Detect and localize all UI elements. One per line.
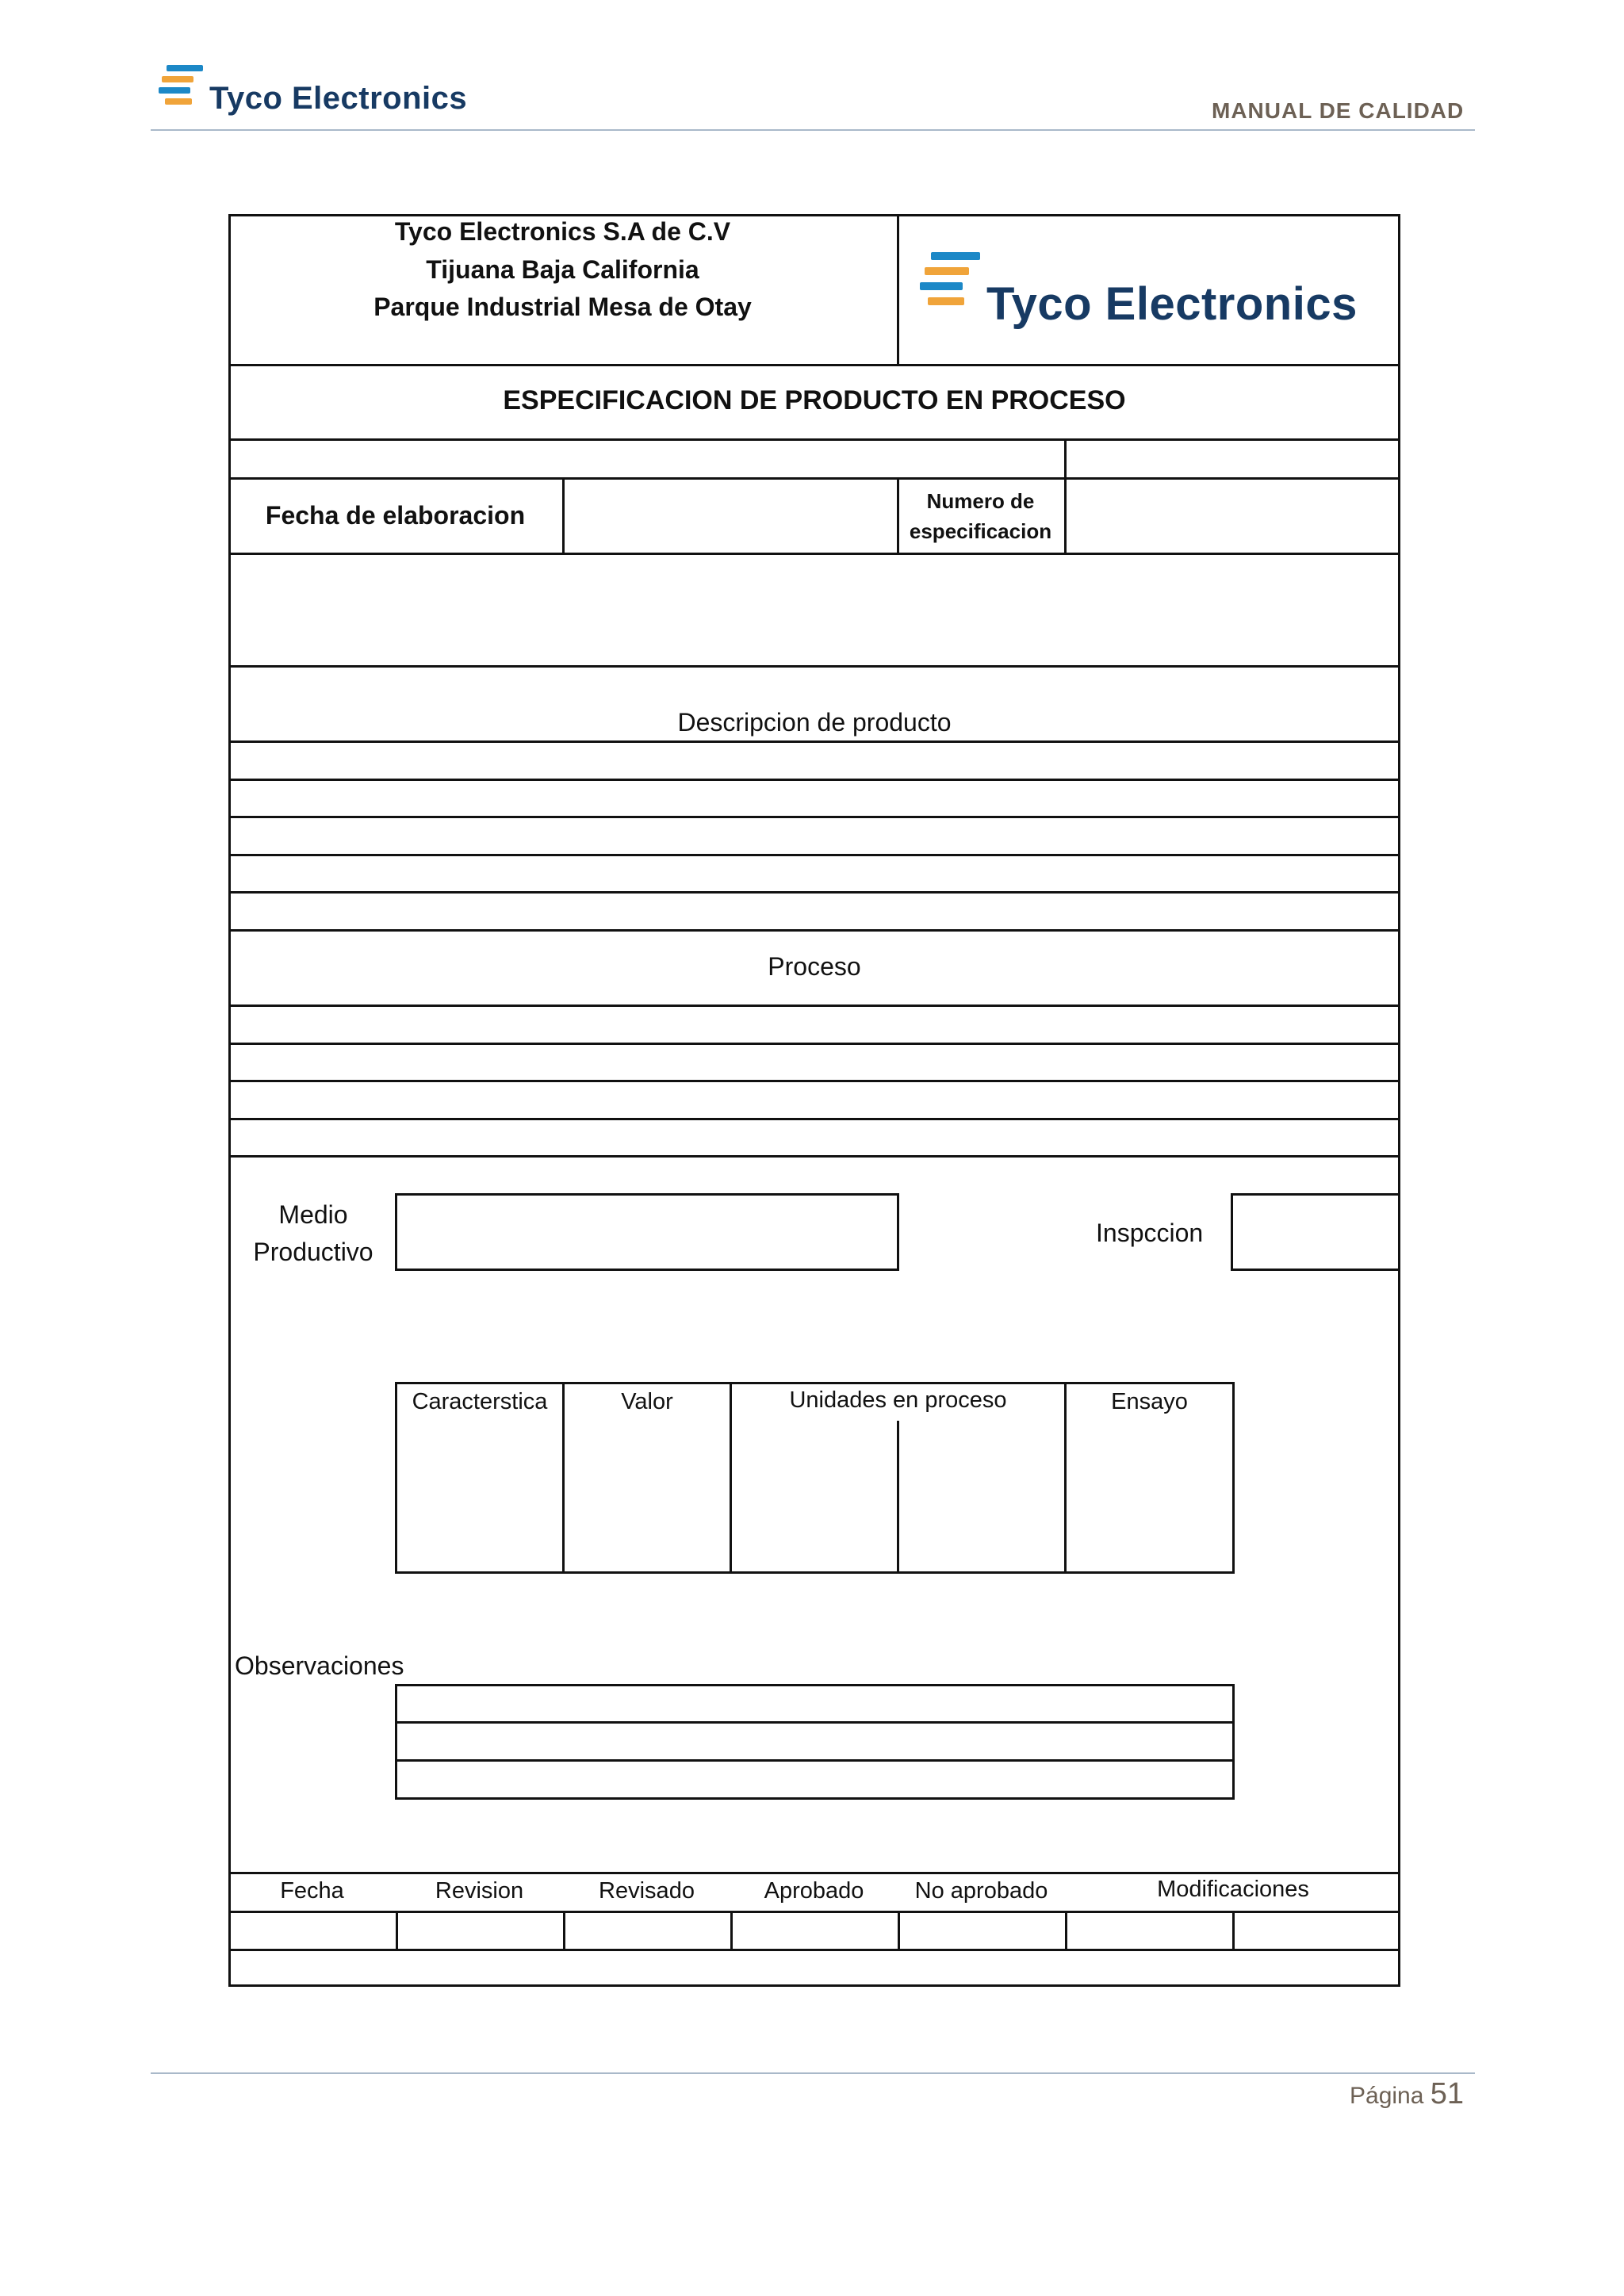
footer-header-revisado: Revisado xyxy=(599,1878,695,1904)
header-logo-icon xyxy=(159,65,206,105)
char-header-unidades: Unidades en proceso xyxy=(789,1387,1007,1413)
inspeccion-field[interactable] xyxy=(1231,1193,1400,1271)
observaciones-box[interactable] xyxy=(395,1684,1235,1800)
page-number xyxy=(1350,2077,1464,2111)
descripcion-label: Descripcion de producto xyxy=(677,708,952,737)
numero-field[interactable] xyxy=(1067,480,1398,553)
fecha-label: Fecha de elaboracion xyxy=(265,501,526,530)
form-logo-icon xyxy=(920,252,983,308)
fecha-field[interactable] xyxy=(565,480,897,553)
footer-header-no-aprobado: No aprobado xyxy=(914,1878,1048,1904)
form-title: ESPECIFICACION DE PRODUCTO EN PROCESO xyxy=(503,385,1126,415)
manual-title: MANUAL DE CALIDAD xyxy=(1212,98,1465,123)
page-number-value: 51 xyxy=(1430,2077,1465,2110)
page-label: Página xyxy=(1350,2083,1424,2109)
form-logo-text: Tyco Electronics xyxy=(986,278,1358,330)
header-brand: Tyco Electronics xyxy=(209,81,468,116)
numero-label-1: Numero de xyxy=(926,489,1035,513)
medio-productivo-field[interactable] xyxy=(395,1193,899,1271)
footer-rule xyxy=(151,2072,1475,2074)
proceso-label: Proceso xyxy=(768,952,861,981)
inspeccion-label: Inspccion xyxy=(1096,1219,1204,1247)
observaciones-label: Observaciones xyxy=(235,1651,404,1680)
footer-header-fecha: Fecha xyxy=(280,1878,344,1904)
company-name: Tyco Electronics S.A de C.V xyxy=(394,217,731,246)
char-header-valor: Valor xyxy=(621,1389,673,1414)
medio-label-2: Productivo xyxy=(253,1238,373,1266)
company-park: Parque Industrial Mesa de Otay xyxy=(373,293,752,321)
company-city: Tijuana Baja California xyxy=(426,255,699,284)
char-header-caracteristica: Caracterstica xyxy=(412,1389,548,1414)
medio-label-1: Medio xyxy=(278,1200,348,1229)
footer-header-aprobado: Aprobado xyxy=(764,1878,864,1904)
footer-header-modificaciones: Modificaciones xyxy=(1157,1877,1309,1902)
numero-label-2: especificacion xyxy=(909,519,1052,543)
header-rule xyxy=(151,129,1475,131)
char-header-ensayo: Ensayo xyxy=(1111,1389,1188,1414)
footer-header-revision: Revision xyxy=(435,1878,524,1904)
